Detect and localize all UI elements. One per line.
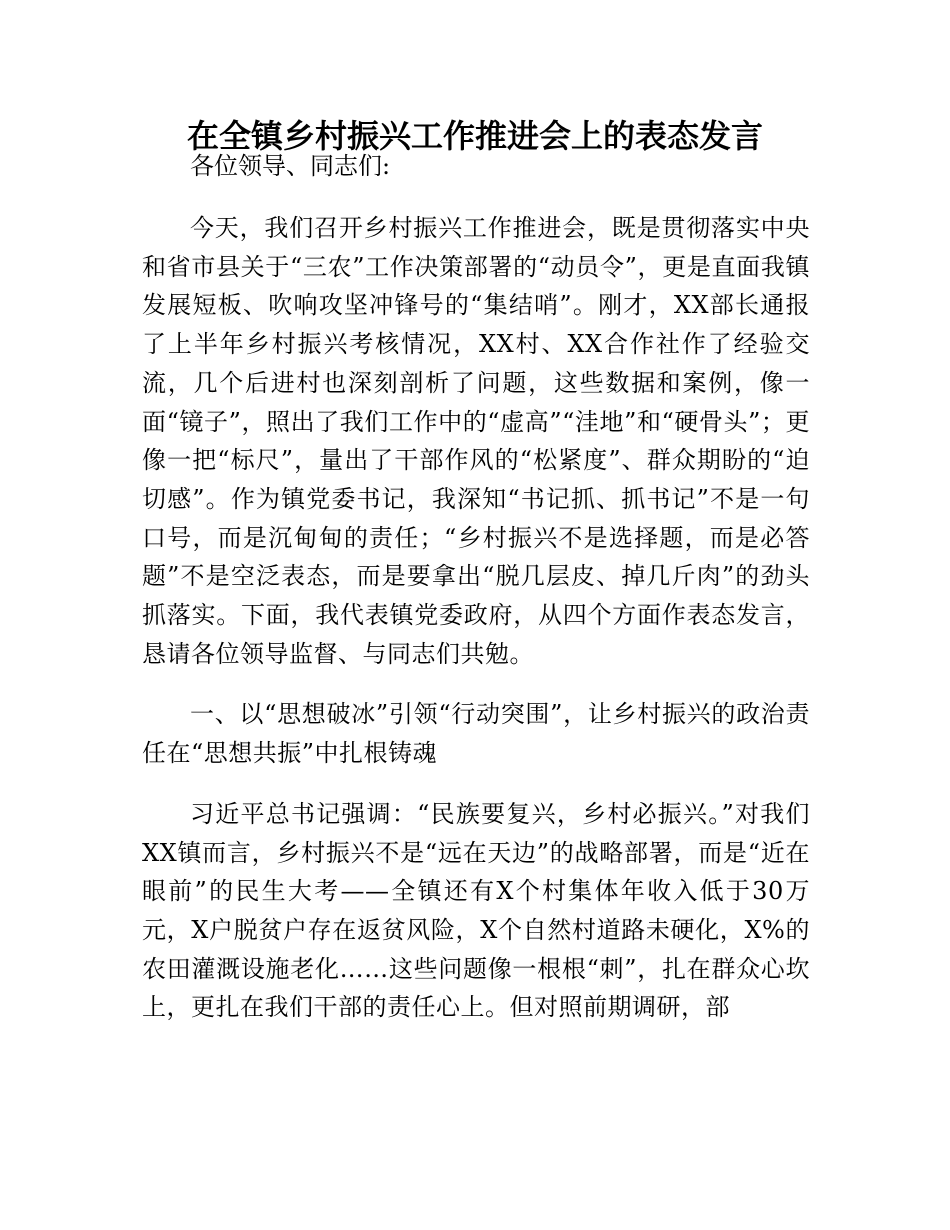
paragraph-section-1: 习近平总书记强调：“民族要复兴，乡村必振兴。”对我们XX镇而言，乡村振兴不是“远在天边”的战略部署，而是“近在眼前”的民生大考——全镇还有X个村集体年收入低于30万元，X户脱贫户存在返贫风险，X个自然村道路未硬化，X%的农田灌溉设施老化……这些问题像一根根“刺”，扎在群众心坎上，更扎在我们干部的责任心上。但对照前期调研，部: [142, 799, 810, 1022]
paragraph-intro: 今天，我们召开乡村振兴工作推进会，既是贯彻落实中央和省市县关于“三农”工作决策部署的“动员令”，更是直面我镇发展短板、吹响攻坚冲锋号的“集结哨”。刚才，XX部长通报了上半年乡村振兴考核情况，XX村、XX合作社作了经验交流，几个后进村也深刻剖析了问题，这些数据和案例，像一面“镜子”，照出了我们工作中的“虚高”“洼地”和“硬骨头”；更像一把“标尺”，量出了干部作风的“松紧度”、群众期盼的“迫切感”。作为镇党委书记，我深知“书记抓、抓书记”不是一句口号，而是沉甸甸的责任；“乡村振兴不是选择题，而是必答题”不是空泛表态，而是要拿出“脱几层皮、掉几斤肉”的劲头抓落实。下面，我代表镇党委政府，从四个方面作表态发言，恳请各位领导监督、与同志们共勉。: [142, 214, 810, 668]
document-body: [142, 145, 810, 1027]
section-heading-1: 一、以“思想破冰”引领“行动突围”，让乡村振兴的政治责任在“思想共振”中扎根铸魂: [142, 700, 810, 768]
salutation: 各位领导、同志们:: [190, 152, 391, 180]
document-title: 在全镇乡村振兴工作推进会上的表态发言: [186, 117, 763, 155]
